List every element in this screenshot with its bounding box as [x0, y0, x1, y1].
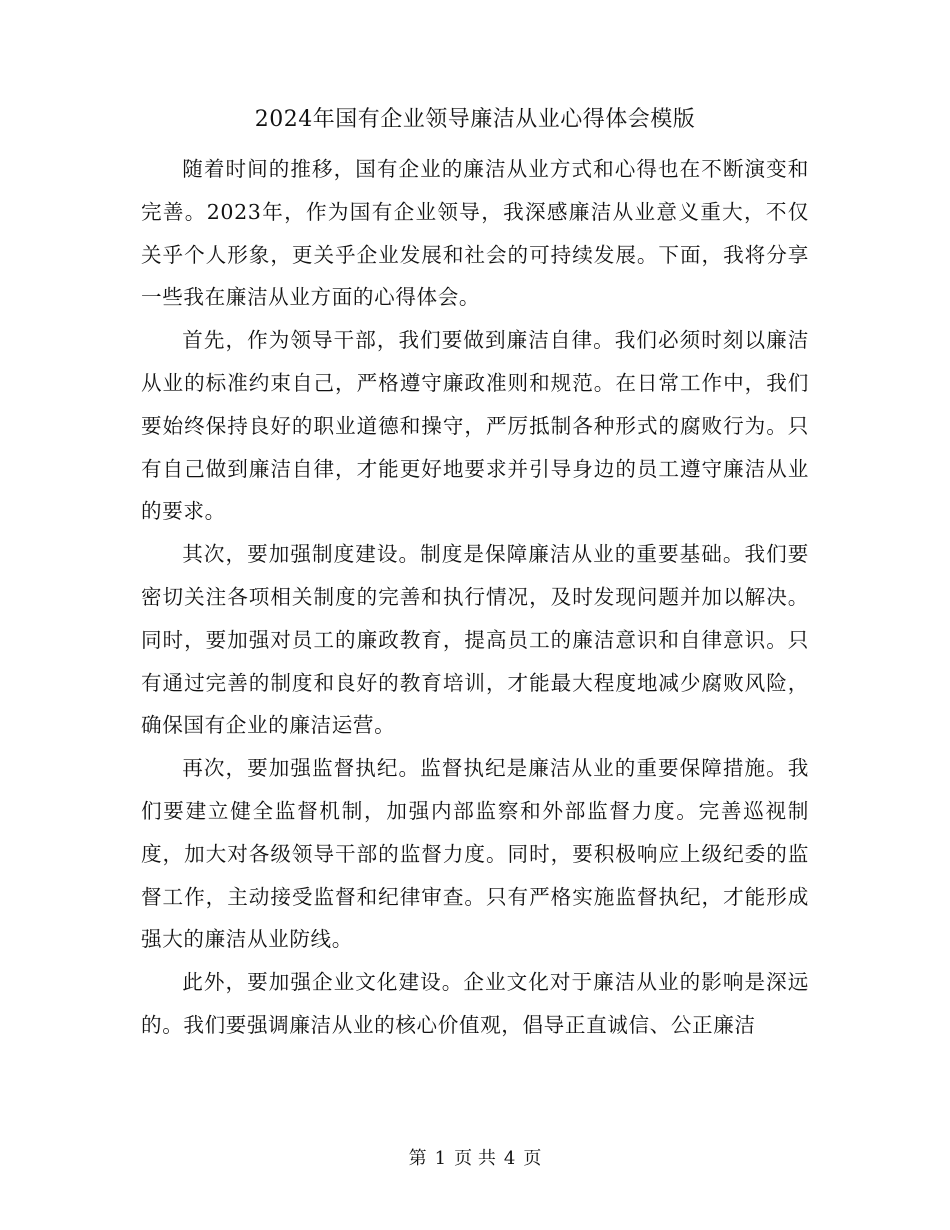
paragraph-5: 此外，要加强企业文化建设。企业文化对于廉洁从业的影响是深远的。我们要强调廉洁从业的核心价值观，倡导正直诚信、公正廉洁 [141, 970, 809, 1037]
paragraph-3: 其次，要加强制度建设。制度是保障廉洁从业的重要基础。我们要密切关注各项相关制度的完善和执行情况，及时发现问题并加以解决。同时，要加强对员工的廉政教育，提高员工的廉洁意识和自律意识。只有通过完善的制度和良好的教育培训，才能最大程度地减少腐败风险，确保国有企业的廉洁运营。 [141, 542, 809, 738]
paragraph-4: 再次，要加强监督执纪。监督执纪是廉洁从业的重要保障措施。我们要建立健全监督机制，加强内部监察和外部监督力度。完善巡视制度，加大对各级领导干部的监督力度。同时，要积极响应上级纪委的监督工作，主动接受监督和纪律审查。只有严格实施监督执纪，才能形成强大的廉洁从业防线。 [141, 756, 809, 952]
document-body [141, 148, 809, 1047]
document-title: 2024年国有企业领导廉洁从业心得体会模版 [254, 107, 696, 132]
paragraph-2: 首先，作为领导干部，我们要做到廉洁自律。我们必须时刻以廉洁从业的标准约束自己，严格遵守廉政准则和规范。在日常工作中，我们要始终保持良好的职业道德和操守，严厉抵制各种形式的腐败行为。只有自己做到廉洁自律，才能更好地要求并引导身边的员工遵守廉洁从业的要求。 [141, 328, 809, 524]
paragraph-1: 随着时间的推移，国有企业的廉洁从业方式和心得也在不断演变和完善。2023年，作为国有企业领导，我深感廉洁从业意义重大，不仅关乎个人形象，更关乎企业发展和社会的可持续发展。下面，我将分享一些我在廉洁从业方面的心得体会。 [141, 157, 809, 310]
page-total: 4 [503, 1148, 516, 1169]
page-label-mid: 页 共 [454, 1148, 496, 1169]
page-footer [0, 1146, 950, 1172]
page-current: 1 [434, 1148, 447, 1169]
page-label-suffix: 页 [523, 1148, 542, 1169]
page-label-prefix: 第 [408, 1148, 427, 1169]
